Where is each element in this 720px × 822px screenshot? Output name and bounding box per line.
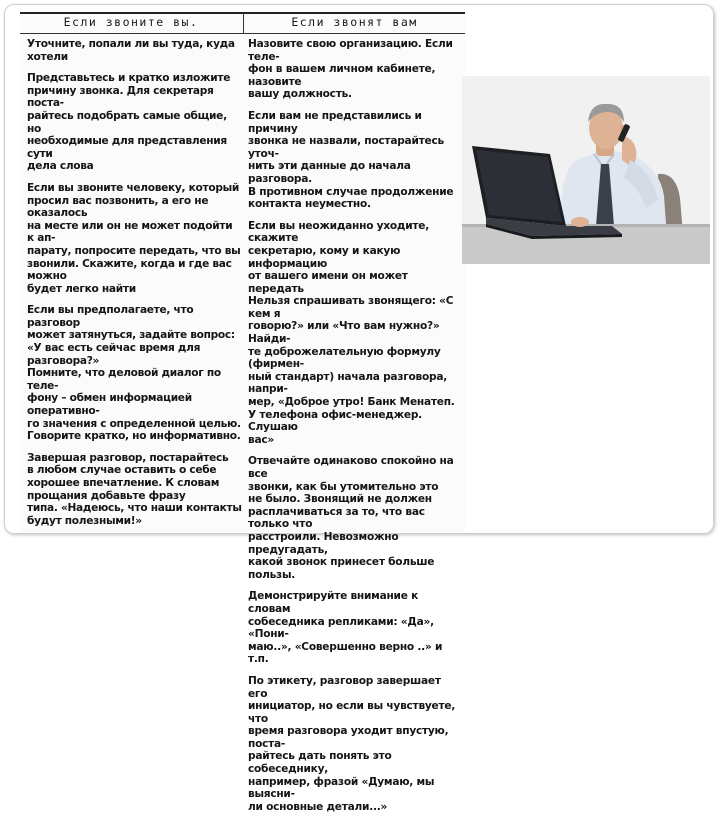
right-paragraph: Если вам не представились и причину звонка не назвали, постарайтесь уточ- нить эти данные до начала разговора. В противном случае продолжение контакта неуместно.	[248, 109, 454, 211]
right-paragraph: Отвечайте одинаково спокойно на все звонки, как бы утомительно это не было. Звонящий не должен расплачиваться за то, что вас только что расстроили. Невозможно предугадать, какой звонок принесет больше пользы.	[248, 455, 454, 581]
left-paragraph: Если вы предполагаете, что разговор может затянуться, задайте вопрос: «У вас есть сейчас время для разговора?» Помните, что деловой диалог по теле- фону – обмен информацией оперативно- го значения с определенной целью. Говорите кратко, но информативно.	[27, 304, 241, 443]
right-paragraph: Если вы неожиданно уходите, скажите секретарю, кому и какую информацию от вашего имени он может передать Нельзя спрашивать звонящего: «С кем я говорю?» или «Что вам нужно?» Найди- те доброжелательную формулу (фирмен- ный стандарт) начала разговора, напри- мер, «Доброе утро! Банк Менатеп. У телефона офис-менеджер. Слушаю вас»	[248, 219, 455, 446]
left-paragraph: Представьтесь и кратко изложите причину звонка. Для секретаря поста- райтесь подобрать самые общие, но необходимые для представления сути дела слова	[27, 72, 231, 173]
right-paragraph: По этикету, разговор завершает его инициатор, но если вы чувствуете, что время разговора уходит впустую, поста- райтесь дать понять это собеседнику, например, фразой «Думаю, мы выясни- ли основные детали...»	[248, 674, 456, 813]
left-column	[27, 38, 242, 536]
header-if-they-call: Если звонят вам	[291, 15, 418, 29]
left-paragraph: Если вы звоните человеку, который просил вас позвонить, а его не оказалось на месте или он не может подойти к ап- парату, попросите передать, что вы звонили. Скажите, когда и где вас можно будет легко найти	[27, 181, 241, 295]
header-rule	[20, 33, 465, 34]
businessman-on-phone-with-laptop-icon	[462, 76, 710, 264]
right-paragraph: Назовите свою организацию. Если теле- фон в вашем личном кабинете, назовите вашу должность.	[248, 38, 453, 101]
right-column	[248, 38, 462, 822]
header-if-you-call: Если звоните вы.	[63, 15, 199, 29]
left-paragraph: Завершая разговор, постарайтесь в любом случае оставить о себе хорошее впечатление. К словам прощания добавьте фразу типа. «Надеюсь, что наши контакты будут полезными!»	[27, 451, 242, 527]
left-paragraph: Уточните, попали ли вы туда, куда хотели	[27, 38, 235, 63]
phone-hand	[622, 136, 636, 166]
photo-illustration	[462, 76, 710, 264]
right-paragraph: Демонстрируйте внимание к словам собеседника репликами: «Да», «Пони- маю..», «Совершенно верно ..» и т.п.	[248, 590, 443, 666]
etiquette-table	[20, 12, 465, 813]
